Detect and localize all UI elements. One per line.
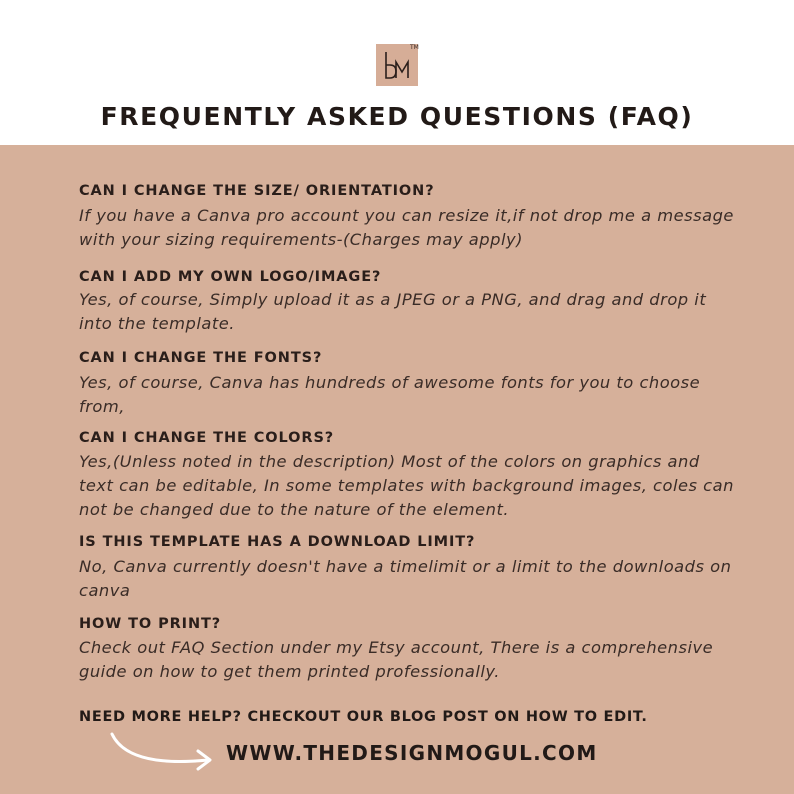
faq-question-fonts: CAN I CHANGE THE FONTS?: [79, 350, 323, 366]
faq-panel: [0, 145, 794, 794]
faq-answer-logo: Yes, of course, Simply upload it as a JPEG or a PNG, and drag and drop it into the template.: [79, 290, 707, 333]
website-link[interactable]: WWW.THEDESIGNMOGUL.COM: [226, 741, 598, 765]
faq-answer-colors: Yes,(Unless noted in the description) Most of the colors on graphics and text can be editable, In some templates with background images, coles can not be changed due to the nature of the element.: [79, 452, 734, 519]
faq-answer-fonts: Yes, of course, Canva has hundreds of awesome fonts for you to choose from,: [79, 373, 701, 416]
page-title: FREQUENTLY ASKED QUESTIONS (FAQ): [100, 102, 694, 131]
faq-answer-download: No, Canva currently doesn't have a timelimit or a limit to the downloads on canva: [79, 557, 732, 600]
faq-question-logo: CAN I ADD MY OWN LOGO/IMAGE?: [79, 269, 382, 285]
help-text: NEED MORE HELP? CHECKOUT OUR BLOG POST ON HOW TO EDIT.: [79, 709, 648, 725]
faq-question-print: HOW TO PRINT?: [79, 616, 222, 632]
curved-arrow-right-icon: [106, 730, 218, 778]
header: [0, 0, 794, 145]
trademark-mark: TM: [410, 44, 419, 51]
faq-answer-print: Check out FAQ Section under my Etsy account, There is a comprehensive guide on how to get them printed professionally.: [79, 638, 714, 681]
faq-question-download: IS THIS TEMPLATE HAS A DOWNLOAD LIMIT?: [79, 534, 476, 550]
faq-question-colors: CAN I CHANGE THE COLORS?: [79, 430, 335, 446]
faq-question-size: CAN I CHANGE THE SIZE/ ORIENTATION?: [79, 183, 435, 199]
faq-answer-size: If you have a Canva pro account you can resize it,if not drop me a message with your sizing requirements-(Charges may apply): [79, 206, 734, 249]
